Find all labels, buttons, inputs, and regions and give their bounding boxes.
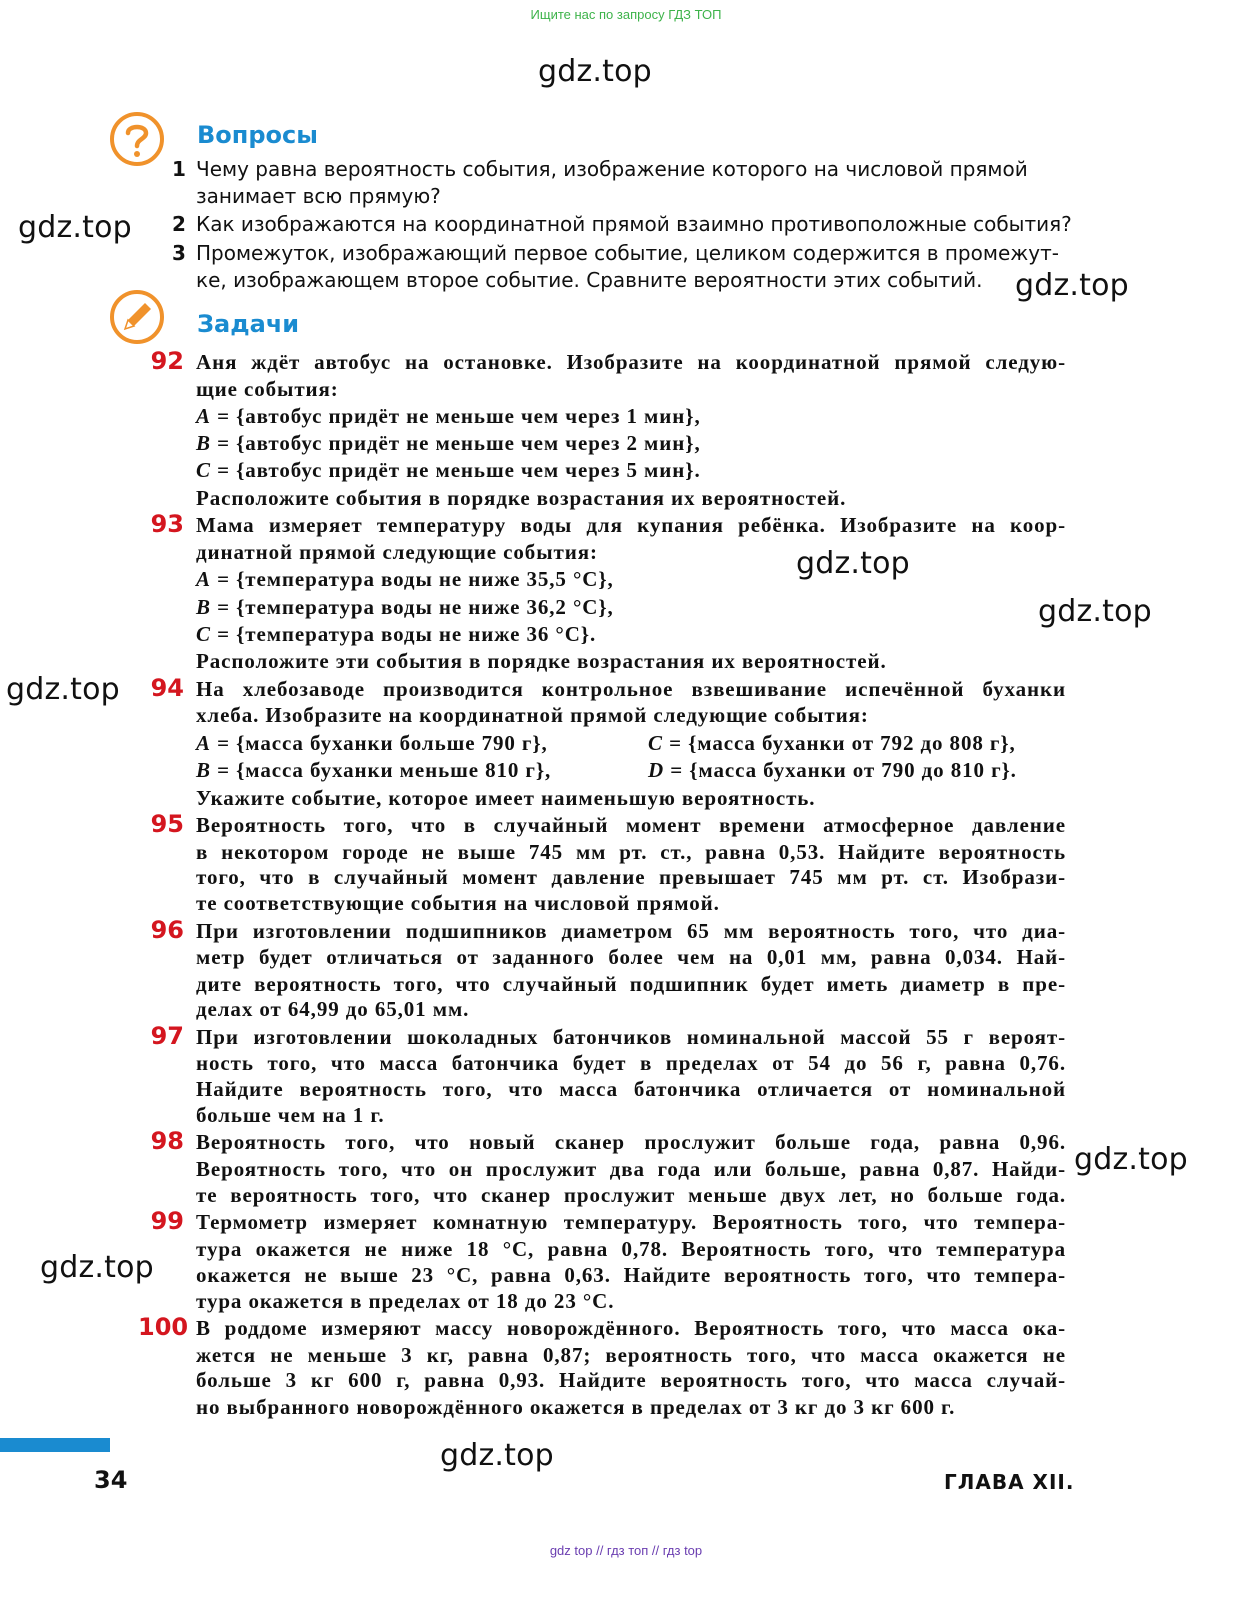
task-text: окажется не выше 23 °С, равна 0,63. Найдите вероятность того, что темпера- [196,1263,1066,1287]
task-text: Расположите эти события в порядке возрастания их вероятностей. [196,649,887,673]
event-letter: B [196,758,211,782]
task-text: При изготовлении подшипников диаметром 65 мм вероятность того, что диа- [196,919,1066,943]
questions-title: Вопросы [197,121,318,149]
watermark: gdz.top [40,1250,154,1285]
event-letter: A [196,404,211,428]
task-number: 100 [138,1313,189,1341]
task-text: тура окажется в пределах от 18 до 23 °С. [196,1289,615,1313]
event-definition: = {автобус придёт не меньше чем через 5 мин}. [217,458,701,482]
event-letter: A [196,731,211,755]
task-text: больше чем на 1 г. [196,1103,385,1127]
task-number: 97 [150,1022,184,1050]
task-text: В роддоме измеряют массу новорождённого. Вероятность того, что масса ока- [196,1316,1066,1340]
task-text: те вероятность того, что сканер прослужит меньше двух лет, но больше года. [196,1183,1066,1207]
event-definition: = {масса буханки от 792 до 808 г}, [669,731,1016,755]
task-text: метр будет отличаться от заданного более чем на 0,01 мм, равна 0,034. Най- [196,945,1066,969]
watermark: gdz.top [440,1438,554,1473]
question-text: ке, изображающем второе событие. Сравните вероятности этих событий. [196,268,983,292]
event-letter: B [196,431,211,455]
event-letter: C [648,731,663,755]
task-text: Вероятность того, что новый сканер прослужит больше года, равна 0,96. [196,1130,1066,1154]
question-number: 2 [172,212,186,236]
bottom-banner: gdz top // гдз топ // гдз top [549,1543,703,1558]
event-definition: = {температура воды не ниже 36 °С}. [217,622,597,646]
task-text: Вероятность того, что он прослужит два года или больше, равна 0,87. Найди- [196,1157,1066,1181]
question-icon [109,111,165,167]
event-letter: C [196,458,211,482]
tasks-title: Задачи [197,310,300,338]
event-definition: = {автобус придёт не меньше чем через 2 мин}, [217,431,701,455]
task-text: щие события: [196,377,339,401]
event-line [196,730,548,757]
page-marker-bar [0,1438,110,1452]
page-number: 34 [94,1466,128,1494]
task-text: Мама измеряет температуру воды для купания ребёнка. Изобразите на коор- [196,513,1066,537]
event-line [648,757,1017,784]
task-text: тура окажется не ниже 18 °С, равна 0,78. Вероятность того, что температура [196,1237,1066,1261]
watermark: gdz.top [796,546,910,581]
task-text: При изготовлении шоколадных батончиков номинальной массой 55 г вероят- [196,1025,1066,1049]
question-text: Как изображаются на координатной прямой взаимно противоположные события? [196,212,1072,236]
task-number: 94 [150,674,184,702]
event-letter: D [648,758,665,782]
task-text: того, что в случайный момент давление превышает 745 мм рт. ст. Изобрази- [196,865,1066,889]
event-line [196,566,614,593]
task-text: те соответствующие события на числовой прямой. [196,891,720,915]
question-text: Чему равна вероятность события, изображение которого на числовой прямой [196,157,1028,181]
chapter-label: ГЛАВА XII. [944,1470,1075,1494]
event-line [196,594,614,621]
question-number: 1 [172,157,186,181]
task-number: 93 [150,510,184,538]
top-banner: Ищите нас по запросу ГДЗ ТОП [530,7,722,22]
question-text: Промежуток, изображающий первое событие, целиком содержится в промежут- [196,241,1059,265]
task-text: делах от 64,99 до 65,01 мм. [196,997,470,1021]
event-definition: = {масса буханки от 790 до 810 г}. [670,758,1017,782]
event-letter: A [196,567,211,591]
task-text: но выбранного новорождённого окажется в пределах от 3 кг до 3 кг 600 г. [196,1395,956,1419]
task-text: жется не меньше 3 кг, равна 0,87; вероятность того, что масса окажется не [196,1343,1066,1367]
event-line [196,403,701,430]
event-letter: C [196,622,211,646]
watermark: gdz.top [1074,1142,1188,1177]
task-text: Термометр измеряет комнатную температуру. Вероятность того, что темпера- [196,1210,1066,1234]
task-text: больше 3 кг 600 г, равна 0,93. Найдите вероятность того, что масса случай- [196,1368,1066,1392]
event-line [196,757,551,784]
task-number: 95 [150,810,184,838]
event-definition: = {масса буханки больше 790 г}, [217,731,548,755]
event-definition: = {температура воды не ниже 36,2 °С}, [217,595,614,619]
task-number: 98 [150,1127,184,1155]
question-text: занимает всю прямую? [196,184,441,208]
pencil-icon [109,289,165,345]
task-text: Укажите событие, которое имеет наименьшую вероятность. [196,786,816,810]
event-definition: = {масса буханки меньше 810 г}, [217,758,552,782]
event-definition: = {автобус придёт не меньше чем через 1 мин}, [217,404,701,428]
question-number: 3 [172,241,186,265]
event-line [196,430,701,457]
task-number: 99 [150,1207,184,1235]
task-text: хлеба. Изобразите на координатной прямой следующие события: [196,703,869,727]
watermark: gdz.top [1038,594,1152,629]
task-text: в некотором городе не выше 745 мм рт. ст., равна 0,53. Найдите вероятность [196,840,1066,864]
task-text: ность того, что масса батончика будет в пределах от 54 до 56 г, равна 0,76. [196,1051,1066,1075]
event-line [196,621,596,648]
event-line [196,457,701,484]
watermark: gdz.top [538,54,652,89]
watermark: gdz.top [1015,268,1129,303]
task-number: 92 [150,347,184,375]
task-text: динатной прямой следующие события: [196,540,598,564]
task-text: Расположите события в порядке возрастания их вероятностей. [196,486,847,510]
task-text: дите вероятность того, что случайный подшипник будет иметь диаметр в пре- [196,972,1066,996]
watermark: gdz.top [6,672,120,707]
task-text: На хлебозаводе производится контрольное взвешивание испечённой буханки [196,677,1066,701]
event-line [648,730,1016,757]
task-text: Вероятность того, что в случайный момент времени атмосферное давление [196,813,1066,837]
task-number: 96 [150,916,184,944]
task-text: Найдите вероятность того, что масса батончика отличается от номинальной [196,1077,1066,1101]
event-definition: = {температура воды не ниже 35,5 °С}, [217,567,614,591]
watermark: gdz.top [18,210,132,245]
event-letter: B [196,595,211,619]
task-text: Аня ждёт автобус на остановке. Изобразите на координатной прямой следую- [196,350,1066,374]
